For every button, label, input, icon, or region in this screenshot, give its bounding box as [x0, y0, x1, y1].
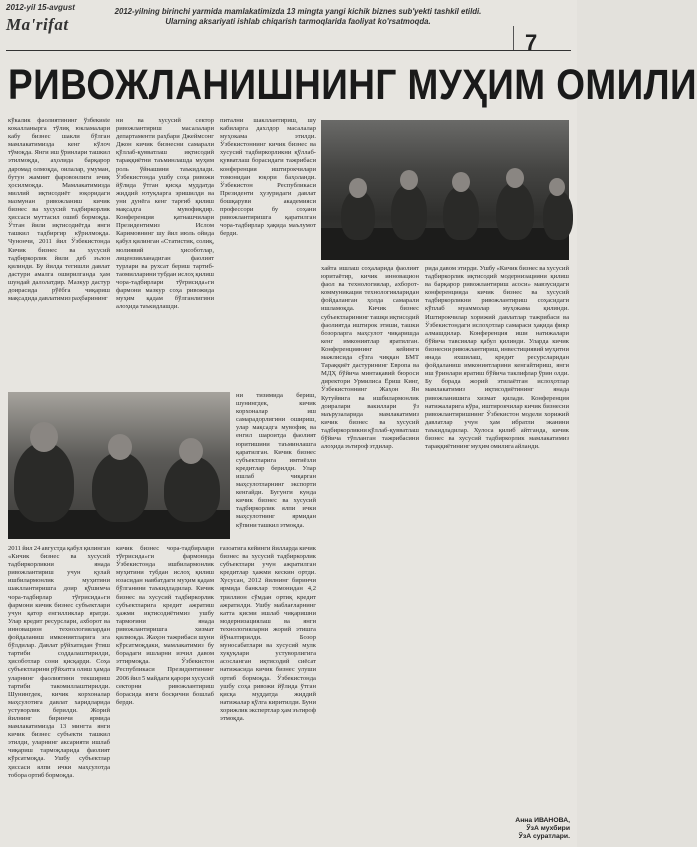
photo-face	[179, 438, 203, 464]
article-byline	[486, 817, 570, 842]
article-column-1-bottom: 2011 йил 24 августда қабул қилинган «Кичик бизнес ва хусусий тадбиркорликни янада ривожлантириш учун қулай ишбилармонлик муҳитини шакллантиришга доир қўшимча чора-тадбирлар тўғрисида»ги фармони кичик бизнес субъектлари учун қатор енгилликлар яратди. Улар кредит ресурслари, ахборот ва инновацион технологиялардан фойдаланиш имкониятларига эга бўлдилар. Давлат рўйхатидан ўтиш тартиби соддалаштирилди, ҳисоботлар сони қисқарди. Соҳа субъектларини рўйхатга олиш ҳамда уларнинг фаолиятини текшириш тартиби такомиллаштирилди. Шунингдек, кичик корхоналар маҳсулотига давлат харидларида устуворлик берилди. Жорий йилнинг биринчи ярмида мамлакатимизда 13 мингта янги кичик бизнес субъекти ташкил этилди, уларнинг аксарияти ишлаб чиқариш тармоқларида фаолият кўрсатмоқда. Ушбу субъектлар ҳиссаси ялпи ички маҳсулотда тобора ортиб бормоқда.	[8, 545, 110, 779]
issue-date: 2012-yil 15-avgust	[6, 3, 75, 12]
photo-person	[443, 186, 479, 240]
photo-person	[164, 456, 220, 522]
header-divider	[513, 26, 514, 50]
article-column-4-top: ни тизимида бериш, шунингдек, кичик корхоналар иш самарадорлигини ошириш, улар мақсадга мувофиқ ва енгил шароитда фаолият юритишини таъминлашга қаратилган. Кичик бизнес субъектларига имтиёзли кредитлар берилди. Улар ишлаб чиқарган маҳсулотларнинг экспорти кенгайди. Бугунги кунда кичик бизнес ва хусусий тадбиркорлик ялпи ички маҳсулотнинг ярмидан кўпини ташкил этмоқда.	[236, 392, 316, 529]
photo-face	[549, 178, 565, 196]
byline-role: ЎзА мухбири	[526, 825, 570, 833]
header-tagline: 2012-yilning birinchi yarmida mamlakatimizda 13 mingta yangi kichik biznes sub'yekti tashkil etildi. Ularning aksariyati ishlab chiqarish tarmoqlarida faoliyat ko'rsatmoqda.	[114, 7, 482, 26]
photo-person	[14, 442, 74, 522]
article-column-1-top: кўкалик фаолиятининг ўзбекиste кокалланырга тўлиқ юкламалари кабу бизнес шакли бўлган мамлакатимизда кенг кўлоч тўмоқда. Янги иш ўринлари ташкил этилмоқда, аҳолида барқарор даромад олмоқда, оилалар, умуман, бутун жамият фаровонлиги ичиқ ҳосилмоқда. Мамлакатимизда миллий иқтисодиёт юқоридаги мазмунан ривожланиш кичик бизнес ва хусусий тадбиркорлик ҳиссаси муттасил ошиб бормоқда. Ўтган йили иқтисодиётда янги ташкил тадбиргир кўрилмоқда. Чунончи, 2011 йил Ўзбекистонда Кичик бизнес ва хусусий тадбиркорлик йили деб эълон қилинди. Бу йилда тегишли давлат дастури амалга оширилганда ҳам шундай далолатдир. Мазкур дастур доирасида рўёбга чиқариш мақсадида давлатимиз раҳбарининг	[8, 117, 110, 303]
photo-face	[349, 178, 367, 198]
photo-person	[543, 190, 573, 240]
page-number: 7	[525, 30, 538, 55]
article-column-3-top: питални шакллантириш, шу кабиларга дахлдор масалалар муҳокама этилди. Ўзбекистоннинг кичик бизнес ва хусусий тадбиркорликни қўллаб-қувватлаш борасидаги тажрибаси конференция иштирокчилари томонидан юқори баҳоланди. Ўзбекистон Республикаси Президенти ҳузуридаги давлат бошқаруви академияси профессори бу соҳани ривожлантиришга қаратилган чора-тадбирлар ҳақида маълумот берди.	[220, 117, 316, 238]
photo-face	[506, 168, 524, 188]
header-rule	[6, 50, 571, 51]
photo-person	[92, 452, 148, 522]
photo-face	[400, 170, 418, 190]
photo-face	[30, 422, 58, 452]
article-column-5: рида давом этирди. Ушбу «Кичик бизнес ва хусусий тадбиркорлик иқтисодий модернизацияни қилиш ва барқарор ривожлантириш асоси» мавзусидаги конференцияда кичик бизнес ва хусусий тадбиркорликни ривожлантириш соҳасидаги кўплаб муаммолар муҳокама қилинди. Иштирокчилар хорижий давлатлар тажрибаси ва Ўзбекистондаги ислоҳотлар самараси ҳақида фикр алмашдилар. Конференция иши натижалари бўйича тавсиялар қабул қилинди. Уларда кичик бизнесни ривожлантириш, инвестициявий муҳитни янада яхшилаш, кредит ресурсларидан фойдаланиш имкониятларини кенгайтириш, янги иш ўринлари яратиш бўйича таклифлар ўрин олди. Бу борада жорий этилаётган ислоҳотлар мамлакатимиз иқтисодиётининг янада ривожланишига хизмат қилади. Конференция натижаларига кўра, иштирокчилар кичик бизнесни ривожлантиришнинг Ўзбекистон модели хорижий давлатлар учун ҳам ибратли эканини таъкидладилар. Хулоса қилиб айтганда, кичик бизнес ва хусусий тадбиркорлик мамлакатимиз тараққиётининг муҳим омилига айланди.	[425, 265, 569, 451]
photo-face	[452, 172, 470, 192]
article-column-4: хайта ишлаш соҳаларида фаолият юритаётир, кичик инновацион фаол ва технологиялар, ахборот-коммуникация технологияларидан фойдаланган ҳолда самарали ишламоқда. Кичик бизнес субъектларининг ташқи иқтисодий фаолиятда иштирок этиши, ташки бозорларга маҳсулот чиқаришда кенг имкониятлар яратилган. Конференциянинг кейинги мажлисида сўзга чиққан БМТ Тараққиёт дастурининг Европа ва МДҲ бўйича минтақавий бюроси директори Урмилиса Ёриш Кинг, Ўзбекистоннинг Жаҳон Ян Кутуйвига ва ишбилармонлик доиралари вакиллари ўз маърузаларида мамлакатимиз кичик бизнес ва хусусий тадбиркорликни қўллаб-қувватлаш бўйича тўпланган тажрибасини алоҳида эътироф этдилар.	[321, 265, 419, 451]
article-column-3-bottom: ғазоатига кейинги йилларда кичик бизнес ва хусусий тадбиркорлик субъектлари учун ажратилган кредитлар ҳажми кескин ортди. Хусусан, 2012 йилнинг биринчи ярмида банклар томонидан 4,2 триллион сўмдан ортиқ кредит ажратилди. Ушбу маблағларнинг катта қисми ишлаб чиқаришни модернизациялаш ва янги технологияларни жорий этишга йўналтирилди. Бозор муносабатлари ва хусусий мулк хуқуқлари устуворлигига асосланган иқтисодий сиёсат натижасида кичик бизнес улуши ортиб бормоқда. Ўзбекистонда ушбу соҳа ривожи йўлида ўтган қисқа муддатда жиддий натижалар қўлга киритилди. Буни хорижлик экспертлар ҳам эътироф этмоқда.	[220, 545, 316, 722]
conference-photo-bottom	[8, 392, 230, 539]
byline-author: Анна ИВАНОВА,	[515, 817, 570, 824]
article-column-2-top: ни ва хусусий сектор ривожлантириш масалалари департаменти раҳбари Джеймсонг Джон кичик бизнесни самарали қўллаб-қувватлаш иқтисодий тараққиётни таъминлашда муҳим роль ўйнашини таъкидлади. Ўзбекистонда ушбу соҳа ривожи йўлида ўтган қисқа муддатда жиддий ютуқларга эришилди ва уни дунёга кенг тарғиб қилиш мақсадга мувофиқдир. Конференция қатнашчилари Президентимиз Ислом Каримовнинг шу йил июль ойида қабул қилинган «Статистик, солиқ, молиявий ҳисоботлар, лицензияланадиган фаолият турлари ва рухсат бериш тартиб-таомилларини тубдан ислоҳ қилиш чора-тадбирлари тўғрисида»ги фармони мазкур соҳа ривожида муҳим қадам бўлганлигини алоҳида таъкидлашди.	[116, 117, 214, 311]
article-column-2-bottom: кичик бизнес чора-тадбирлари тўғрисида»ги фармонида Ўзбекистонда ишбилармонлик муҳитини тубдан ислоҳ қилиш юзасидан навбатдаги муҳим қадам бўлганини таъкидладилар. Кичик бизнес ва хусусий тадбиркорлик субъектларига кредит ажратиш ҳажми иқтисодиётимиз ушбу тармоғини янада ривожлантиришга хизмат қилмоқда. Жаҳон тажрибаси шуни кўрсатмоқдаки, мамлакатимиз бу борадаги ишларни изчил давом эттирмоқда. Ўзбекистон Республикаси Президентининг 2006 йил 5 майдаги қарори хусусий секторни ривожлантириш борасида янги босқични бошлаб берди.	[116, 545, 214, 706]
photo-person	[496, 182, 534, 240]
photo-person	[391, 184, 427, 240]
article-headline: РИВОЖЛАНИШНИНГ МУҲИМ ОМИЛИ	[8, 61, 697, 109]
byline-photo-credit: ЎзА суратлари.	[518, 833, 570, 841]
photo-face	[108, 434, 132, 460]
newspaper-brand: Ma'rifat	[6, 15, 69, 34]
conference-photo-top	[321, 120, 569, 260]
